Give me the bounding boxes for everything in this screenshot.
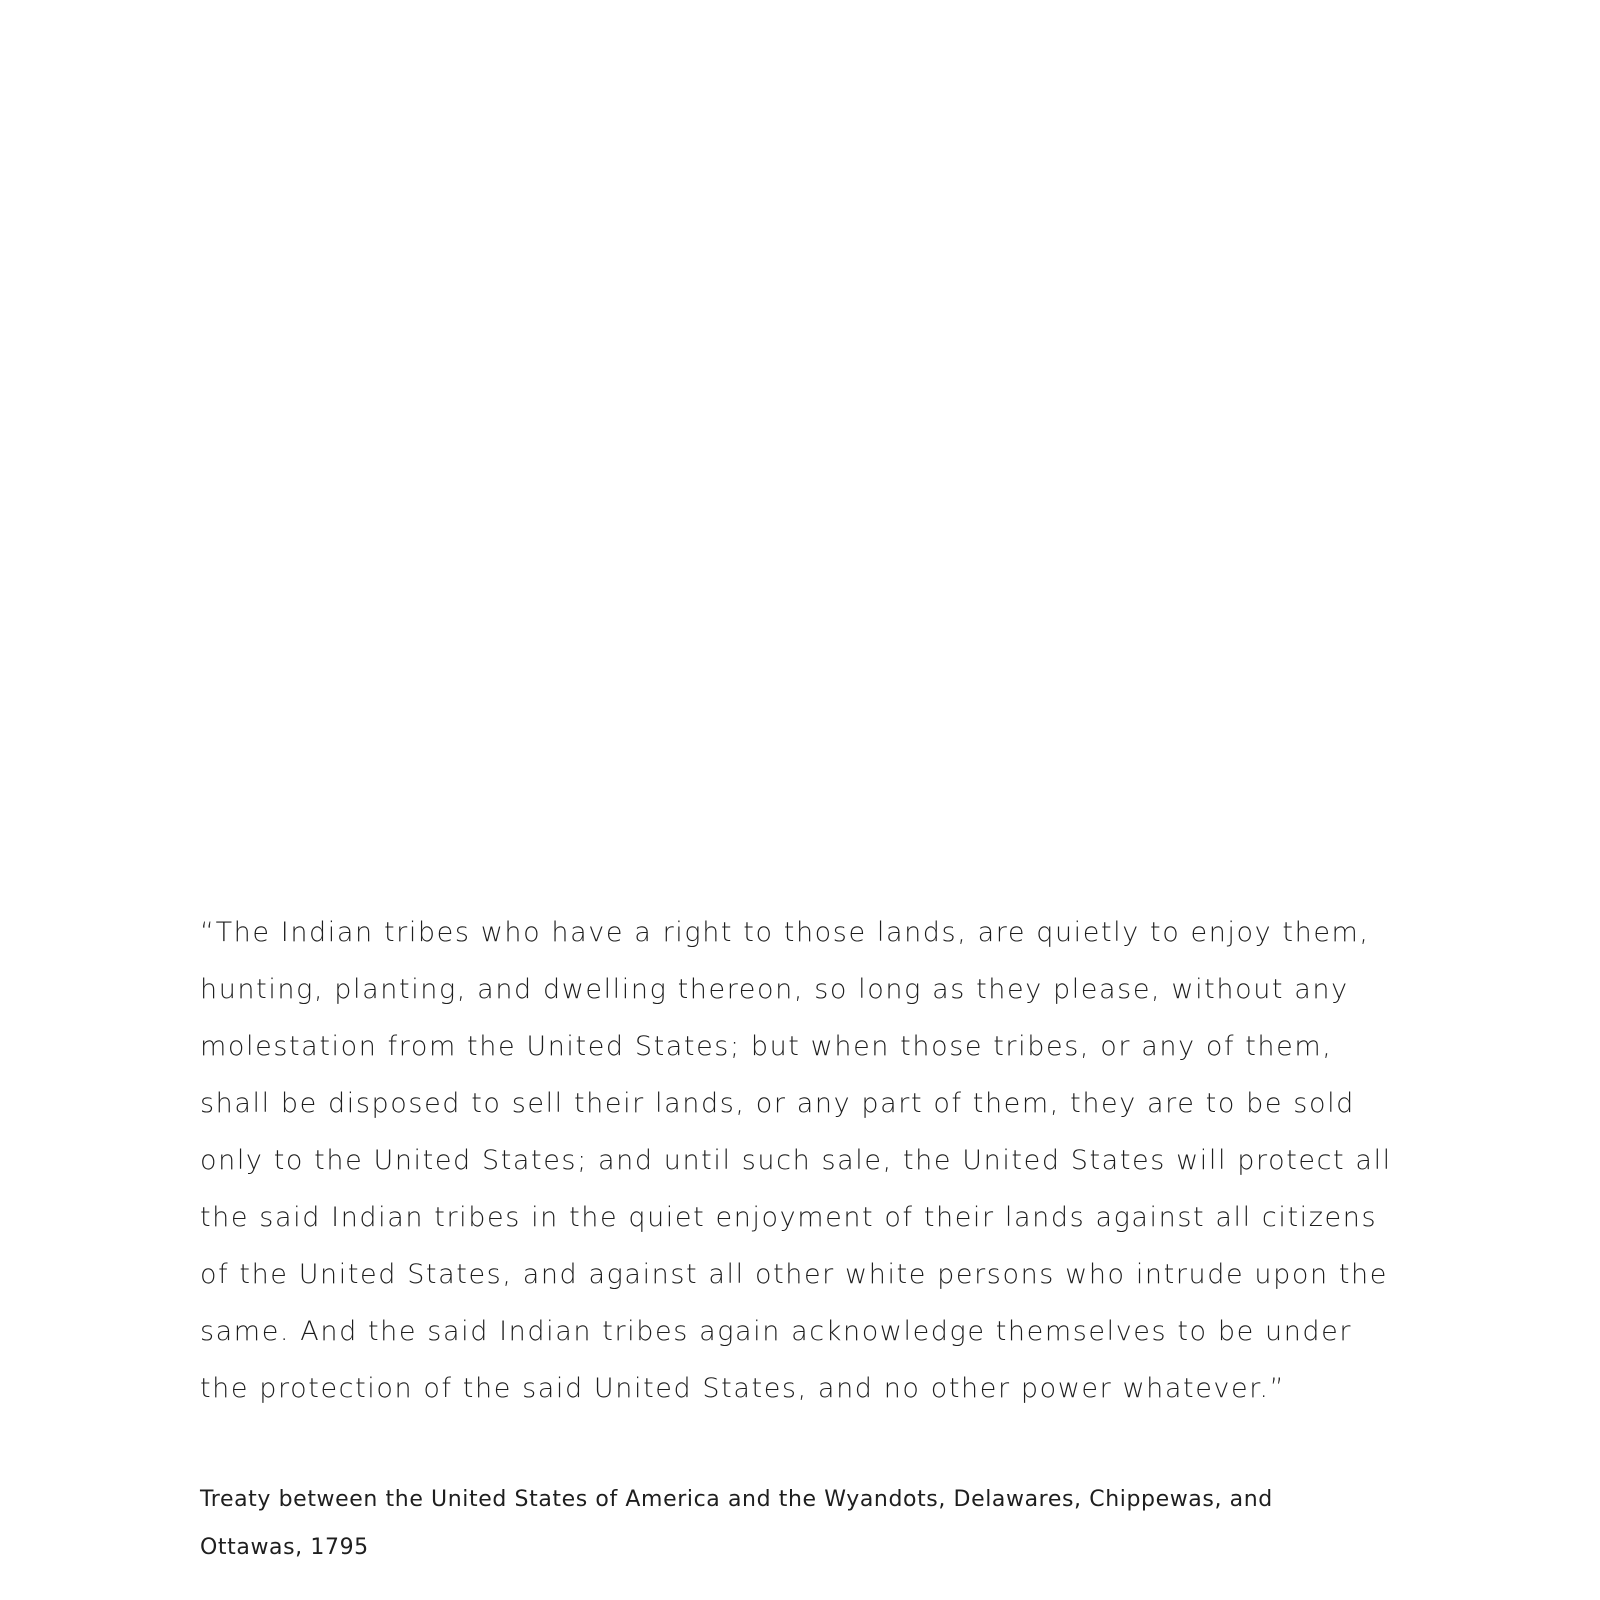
citation-line: Treaty between the United States of America and the Wyandots, Delawares, Chippewas, and — [200, 1487, 1273, 1512]
quote-line: the said Indian tribes in the quiet enjoyment of their lands against all citizens — [200, 1202, 1378, 1233]
quote-line: only to the United States; and until such sale, the United States will protect all — [200, 1145, 1392, 1176]
citation-line: Ottawas, 1795 — [200, 1535, 369, 1560]
quote-line: same. And the said Indian tribes again acknowledge themselves to be under — [200, 1316, 1353, 1347]
quote-line: “The Indian tribes who have a right to those lands, are quietly to enjoy them, — [200, 917, 1370, 948]
quote-line: shall be disposed to sell their lands, or any part of them, they are to be sold — [200, 1088, 1355, 1119]
quote-line: molestation from the United States; but when those tribes, or any of them, — [200, 1031, 1333, 1062]
quote-line: hunting, planting, and dwelling thereon, so long as they please, without any — [200, 974, 1349, 1005]
treaty-quote — [200, 904, 1420, 1417]
quote-line: of the United States, and against all other white persons who intrude upon the — [200, 1259, 1388, 1290]
quote-citation — [200, 1476, 1420, 1572]
quote-line: the protection of the said United States, and no other power whatever.” — [200, 1373, 1286, 1404]
